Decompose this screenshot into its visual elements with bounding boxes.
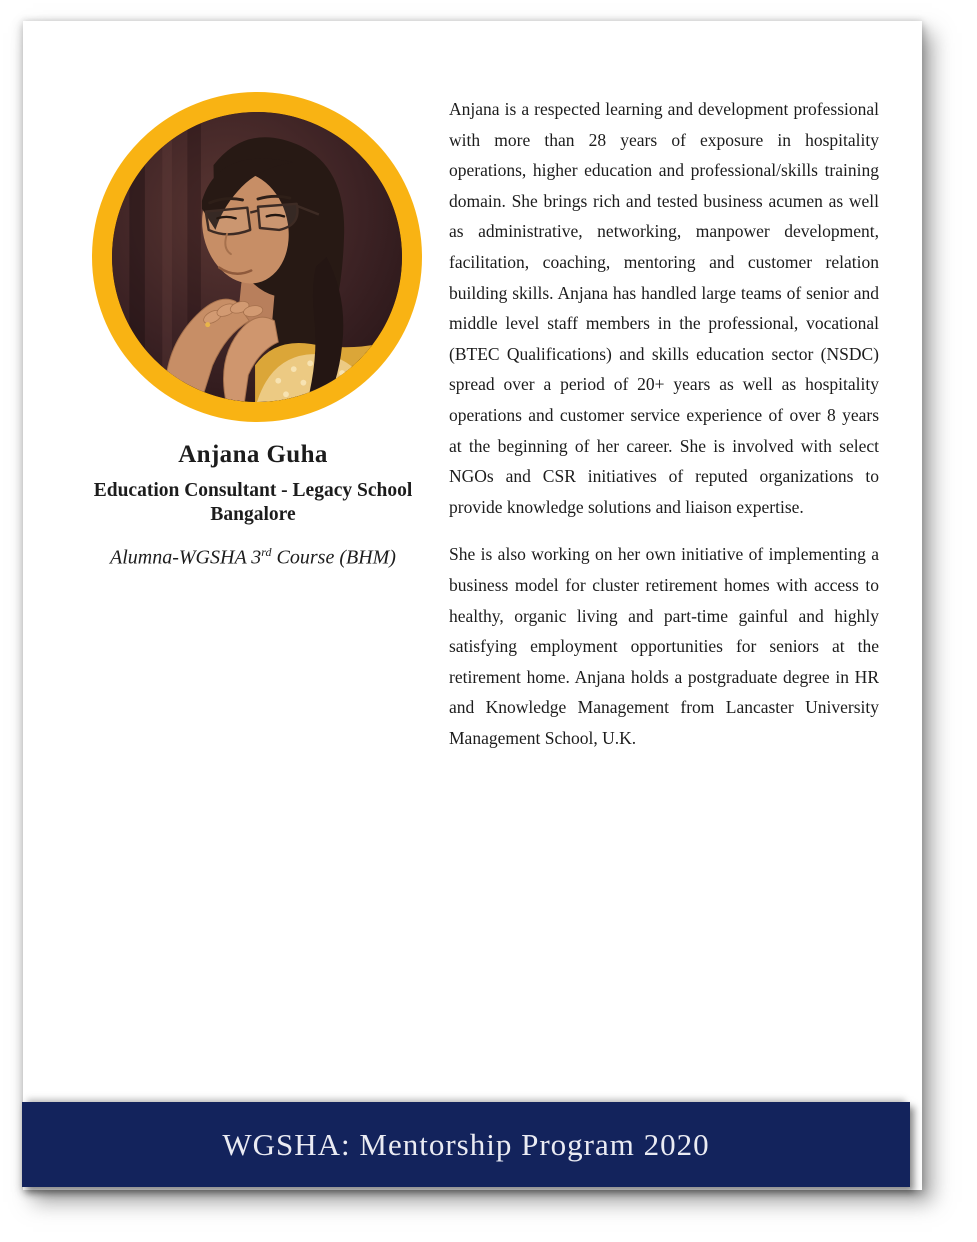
footer-banner (22, 1102, 910, 1187)
document-page (23, 21, 922, 1190)
alumna-superscript: rd (261, 545, 272, 559)
identity-block (53, 441, 453, 570)
alumna-suffix: Course (BHM) (271, 546, 396, 569)
alumna-line (53, 540, 453, 570)
bio-paragraph-2: She is also working on her own initiative of implementing a business model for cluster retirement homes with access to healthy, organic living and part-time gainful and highly satisfying employment opportunities for seniors at the retirement home. Anjana holds a postgraduate degree in HR and Knowledge Management from Lancaster University Management School, U.K. (449, 544, 879, 748)
bio-text (449, 94, 879, 770)
person-title-line1: Education Consultant - Legacy School (93, 480, 413, 501)
banner-title: WGSHA: Mentorship Program 2020 (222, 1126, 710, 1162)
alumna-prefix: Alumna-WGSHA 3 (110, 546, 262, 569)
profile-photo (92, 92, 422, 422)
person-name: Anjana Guha (178, 441, 328, 468)
portrait-photo-illustration (112, 112, 402, 402)
person-title (53, 479, 453, 527)
person-title-line2: Bangalore (210, 504, 296, 525)
bio-paragraph-1: Anjana is a respected learning and development professional with more than 28 years of exposure in hospitality operations, higher education and professional/skills training domain. She brings rich and tested business acumen as well as administrative, networking, manpower development, facilitation, coaching, mentoring and customer relation building skills. Anjana has handled large teams of senior and middle level staff members in the professional, vocational (BTEC Qualifications) and skills education sector (NSDC) spread over a period of 20+ years as well as hospitality operations and customer service experience of over 8 years at the beginning of her career. She is involved with select NGOs and CSR initiatives of reputed organizations to provide knowledge solutions and liaison expertise. (449, 99, 879, 517)
